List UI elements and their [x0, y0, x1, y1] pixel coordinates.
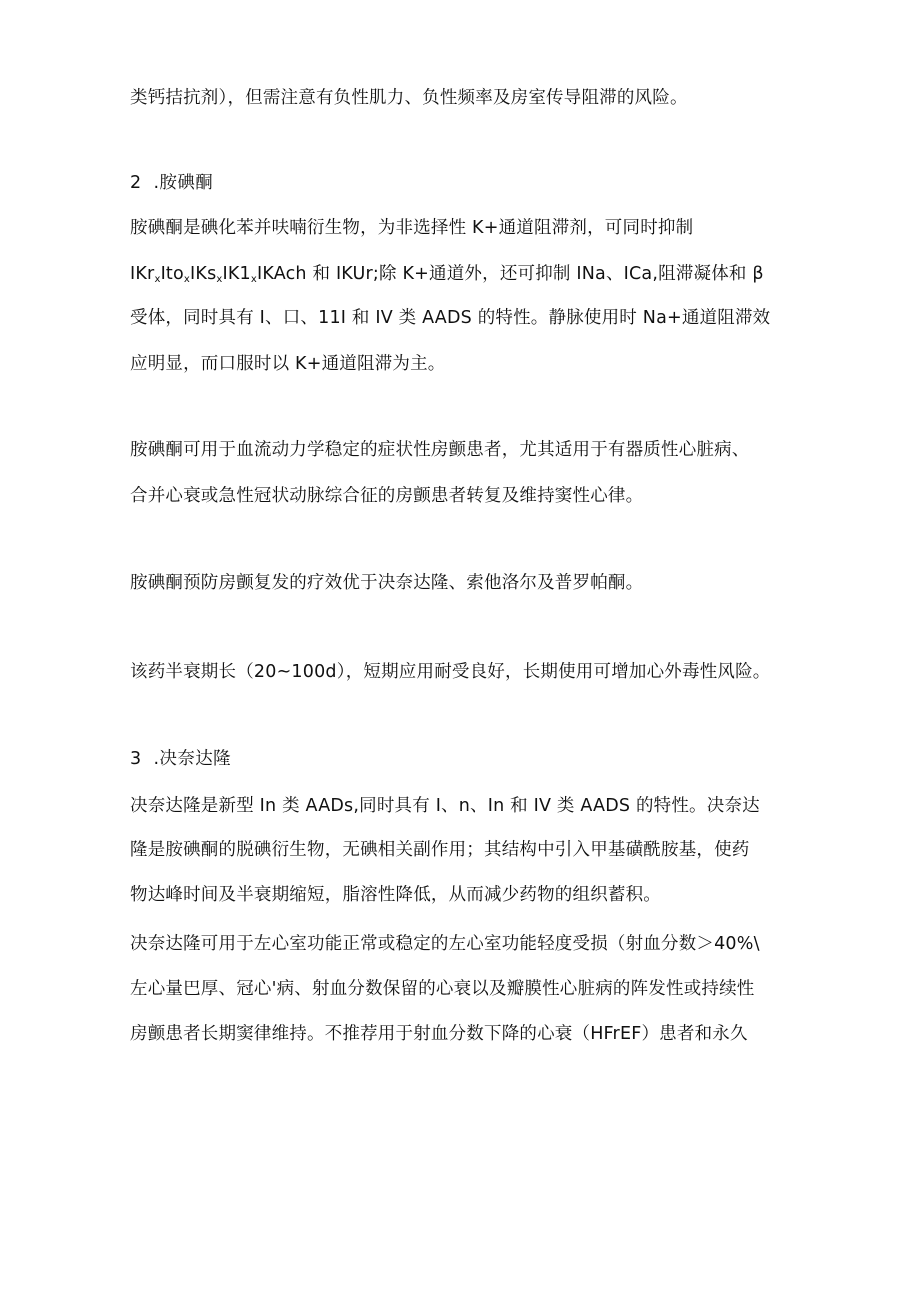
separator-x: x [183, 274, 191, 285]
separator-x: x [216, 274, 223, 285]
continuation-line: 类钙拮抗剂），但需注意有负性肌力、负性频率及房室传导阻滞的风险。 [130, 88, 688, 108]
dronedarone-para1-line2: 隆是胺碘酮的脱碘衍生物，无碘相关副作用；其结构中引入甲基磺酰胺基，使药 [130, 840, 750, 860]
amiodarone-para1-line3: 受体，同时具有 I、口、11I 和 IV 类 AADS 的特性。静脉使用时 Na+通道阻滞效 [130, 308, 771, 328]
separator-x: x [250, 274, 258, 285]
dronedarone-para1-line3: 物达峰时间及半衰期缩短，脂溶性降低，从而减少药物的组织蓄积。 [130, 885, 661, 905]
separator-x: x [154, 274, 161, 285]
amiodarone-para2-line2: 合并心衰或急性冠状动脉综合征的房颤患者转复及维持窦性心律。 [130, 486, 644, 506]
current-ito: Ito [160, 264, 184, 284]
current-iks: IKs [190, 264, 217, 284]
dronedarone-para2-line1: 决奈达隆可用于左心室功能正常或稳定的左心室功能轻度受损（射血分数＞40%\ [130, 934, 760, 954]
amiodarone-para1-line1: 胺碘酮是碘化苯并呋喃衍生物，为非选择性 K+通道阻滞剂，可同时抑制 [130, 218, 694, 238]
amiodarone-para1-line2 [130, 262, 764, 286]
dronedarone-para2-line2: 左心量巴厚、冠心'病、射血分数保留的心衰以及瓣膜性心脏病的阵发性或持续性 [130, 979, 755, 999]
amiodarone-para1-line4: 应明显，而口服时以 K+通道阻滞为主。 [130, 354, 446, 374]
section-heading-dronedarone: 3 .决奈达隆 [130, 749, 232, 769]
dronedarone-para1-line1: 决奈达隆是新型 In 类 AADs,同时具有 I、n、In 和 IV 类 AADS 的特性。决奈达 [130, 796, 760, 816]
amiodarone-para4-line1: 该药半衰期长（20~100d），短期应用耐受良好，长期使用可增加心外毒性风险。 [130, 662, 771, 682]
amiodarone-para3-line1: 胺碘酮预防房颤复发的疗效优于决奈达隆、索他洛尔及普罗帕酮。 [130, 573, 644, 593]
amiodarone-para2-line1: 胺碘酮可用于血流动力学稳定的症状性房颤患者，尤其适用于有器质性心脏病、 [130, 440, 750, 460]
current-ik1: IK1 [222, 264, 251, 284]
current-ikr: IKr [130, 264, 155, 284]
dronedarone-para2-line3: 房颤患者长期窦律维持。不推荐用于射血分数下降的心衰（HFrEF）患者和永久 [130, 1024, 748, 1044]
current-ikach-text: IKAch 和 IKUr;除 K+通道外，还可抑制 INa、ICa,阻滞凝体和 β [257, 264, 764, 284]
section-heading-amiodarone: 2 .胺碘酮 [130, 173, 214, 193]
